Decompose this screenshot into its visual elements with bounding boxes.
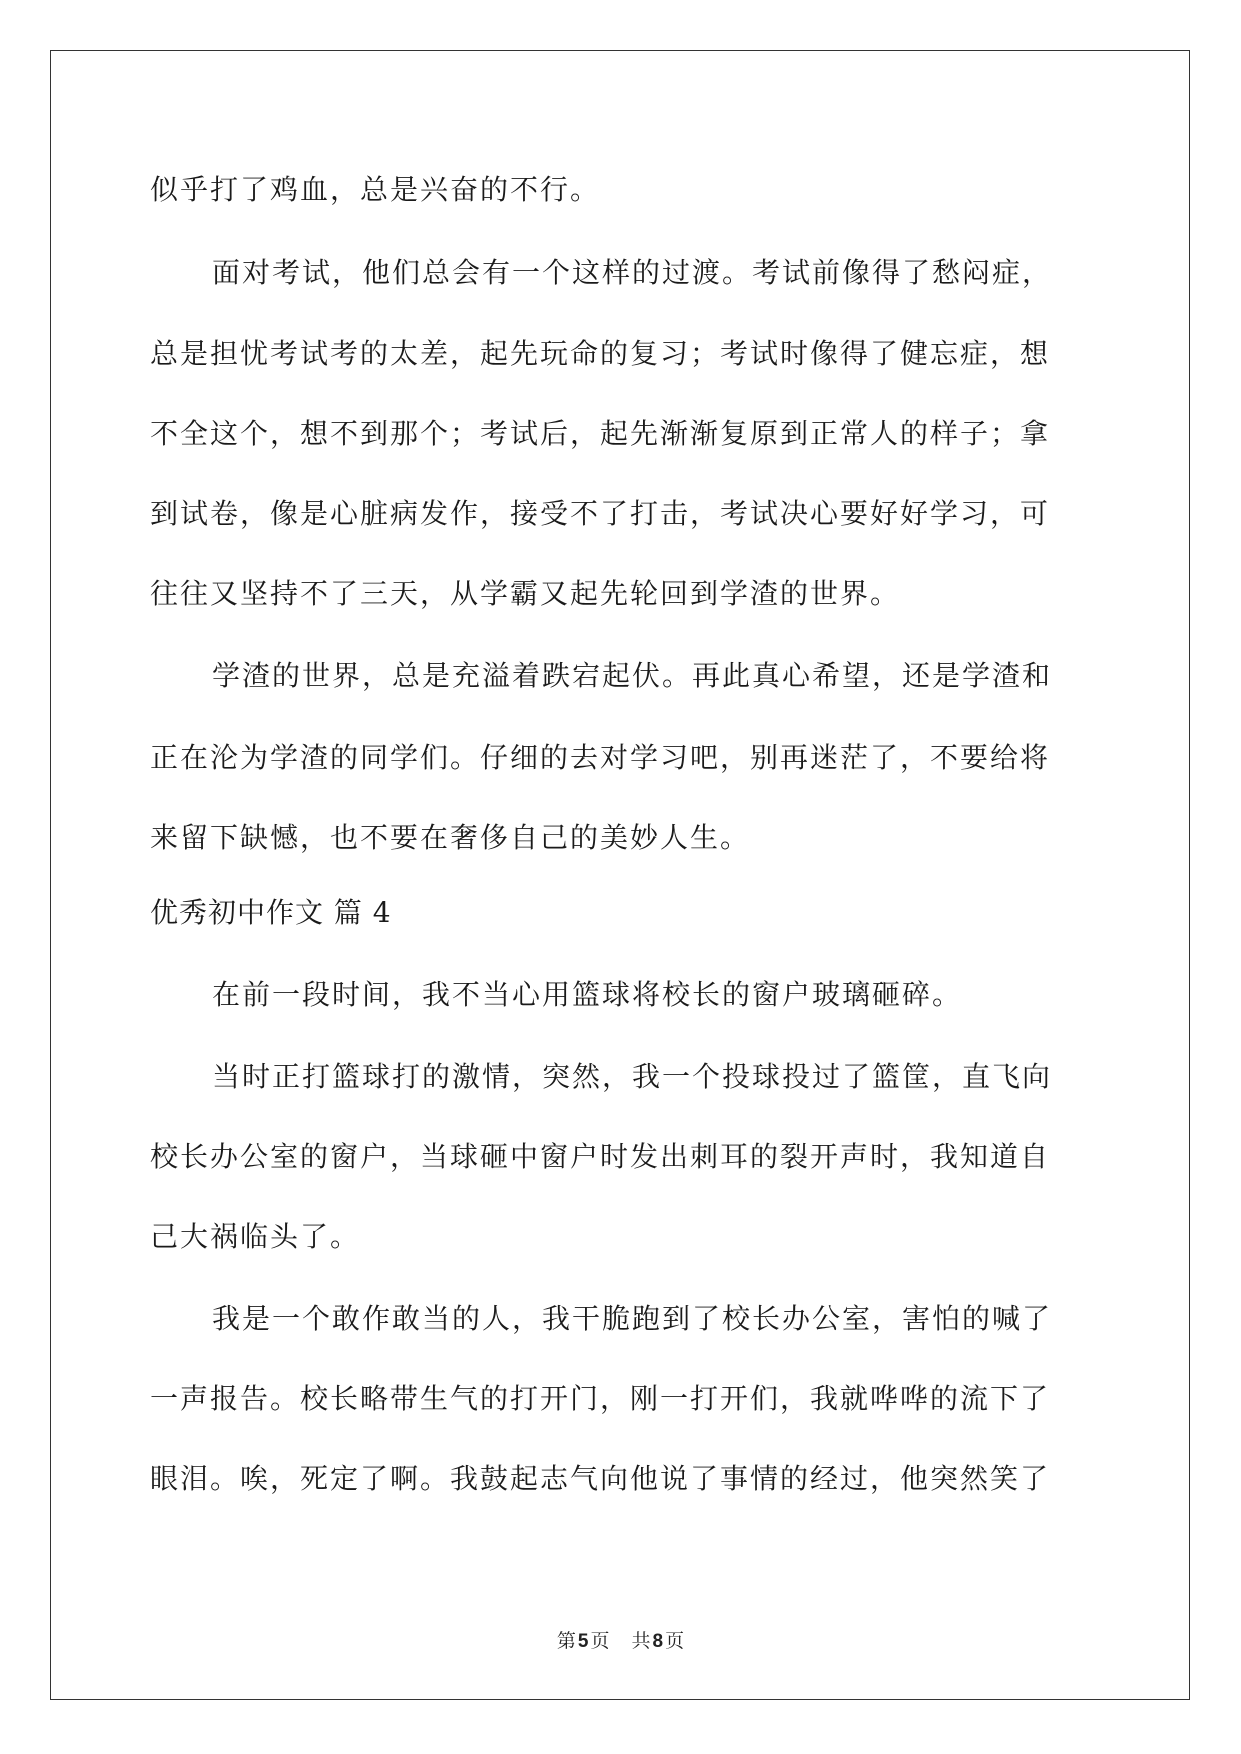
total-suffix: 页 xyxy=(665,1630,685,1652)
total-pages: 8 xyxy=(652,1631,664,1652)
paragraph-line: 学渣的世界，总是充溢着跌宕起伏。再此真心希望，还是学渣和 xyxy=(212,659,1053,692)
paragraph-line: 当时正打篮球打的激情，突然，我一个投球投过了篮筐，直飞向 xyxy=(212,1060,1053,1093)
paragraph-line: 往往又坚持不了三天，从学霸又起先轮回到学渣的世界。 xyxy=(150,577,901,610)
page-number: 5 xyxy=(577,1631,589,1652)
paragraph-line: 在前一段时间，我不当心用篮球将校长的窗户玻璃砸碎。 xyxy=(212,978,963,1011)
paragraph-line: 一声报告。校长略带生气的打开门，刚一打开们，我就哗哗的流下了 xyxy=(150,1382,1051,1415)
paragraph-line: 到试卷，像是心脏病发作，接受不了打击，考试决心要好好学习，可 xyxy=(150,497,1051,530)
paragraph-line: 面对考试，他们总会有一个这样的过渡。考试前像得了愁闷症， xyxy=(212,256,1053,289)
paragraph-line: 来留下缺憾，也不要在奢侈自己的美妙人生。 xyxy=(150,821,751,854)
page-suffix: 页 xyxy=(590,1630,610,1652)
section-heading: 优秀初中作文 篇 4 xyxy=(150,896,392,929)
page-prefix: 第 xyxy=(556,1630,576,1652)
page-border xyxy=(50,50,1190,1700)
page-footer xyxy=(0,1629,1241,1654)
paragraph-line: 不全这个，想不到那个；考试后，起先渐渐复原到正常人的样子；拿 xyxy=(150,417,1051,450)
paragraph-line: 正在沦为学渣的同学们。仔细的去对学习吧，别再迷茫了，不要给将 xyxy=(150,741,1051,774)
paragraph-line: 总是担忧考试考的太差，起先玩命的复习；考试时像得了健忘症，想 xyxy=(150,337,1051,370)
paragraph-line: 我是一个敢作敢当的人，我干脆跑到了校长办公室，害怕的喊了 xyxy=(212,1302,1053,1335)
paragraph-line: 校长办公室的窗户，当球砸中窗户时发出刺耳的裂开声时，我知道自 xyxy=(150,1140,1051,1173)
paragraph-line: 眼泪。唉，死定了啊。我鼓起志气向他说了事情的经过，他突然笑了 xyxy=(150,1462,1051,1495)
paragraph-line: 似乎打了鸡血，总是兴奋的不行。 xyxy=(150,173,601,206)
total-prefix: 共 xyxy=(631,1630,651,1652)
paragraph-line: 己大祸临头了。 xyxy=(150,1220,361,1253)
